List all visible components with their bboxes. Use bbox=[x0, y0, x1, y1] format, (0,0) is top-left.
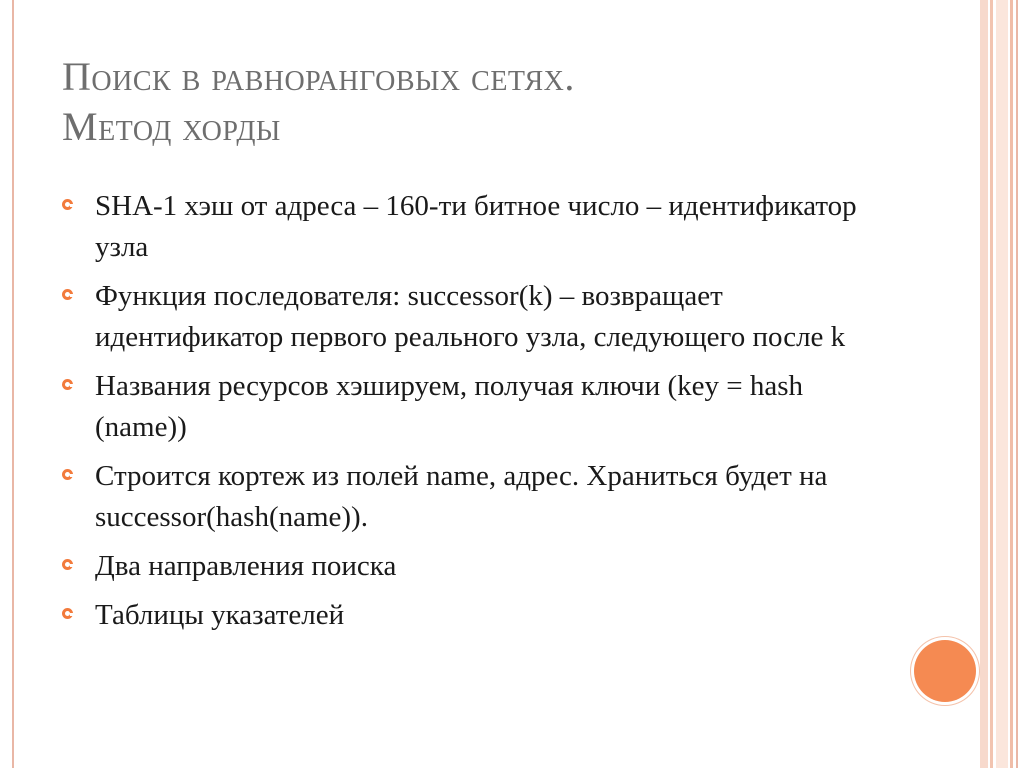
bullet-marker-icon bbox=[62, 289, 73, 300]
decor-stripe bbox=[980, 0, 988, 768]
bullet-text: SHA-1 хэш от адреса – 160-ти битное число – идентификатор узла bbox=[95, 190, 857, 263]
bullet-item bbox=[62, 186, 882, 268]
bullet-marker-icon bbox=[62, 199, 73, 210]
bullet-marker-icon bbox=[62, 608, 73, 619]
slide-title-line: Метод хорды bbox=[62, 104, 281, 149]
slide-title-line: Поиск в равноранговых сетях. bbox=[62, 54, 575, 99]
bullet-text: Функция последователя: successor(k) – возвращает идентификатор первого реального узла, следующего после k bbox=[95, 280, 846, 353]
bullet-text: Строится кортеж из полей name, адрес. Храниться будет на successor(hash(name)). bbox=[95, 460, 828, 533]
bullet-item bbox=[62, 595, 882, 636]
bullet-text: Названия ресурсов хэшируем, получая ключи (key = hash (name)) bbox=[95, 370, 804, 443]
bullet-item bbox=[62, 546, 882, 587]
bullet-item bbox=[62, 456, 882, 538]
bullet-list bbox=[62, 186, 882, 644]
decor-circle bbox=[914, 640, 976, 702]
bullet-text: Таблицы указателей bbox=[95, 599, 345, 631]
bullet-marker-icon bbox=[62, 559, 73, 570]
bullet-marker-icon bbox=[62, 379, 73, 390]
decor-stripe bbox=[990, 0, 993, 768]
slide-title bbox=[62, 52, 942, 152]
bullet-item bbox=[62, 366, 882, 448]
decor-stripe bbox=[1010, 0, 1013, 768]
bullet-text: Два направления поиска bbox=[95, 550, 397, 582]
bullet-item bbox=[62, 276, 882, 358]
decor-stripe bbox=[996, 0, 1008, 768]
bullet-marker-icon bbox=[62, 469, 73, 480]
